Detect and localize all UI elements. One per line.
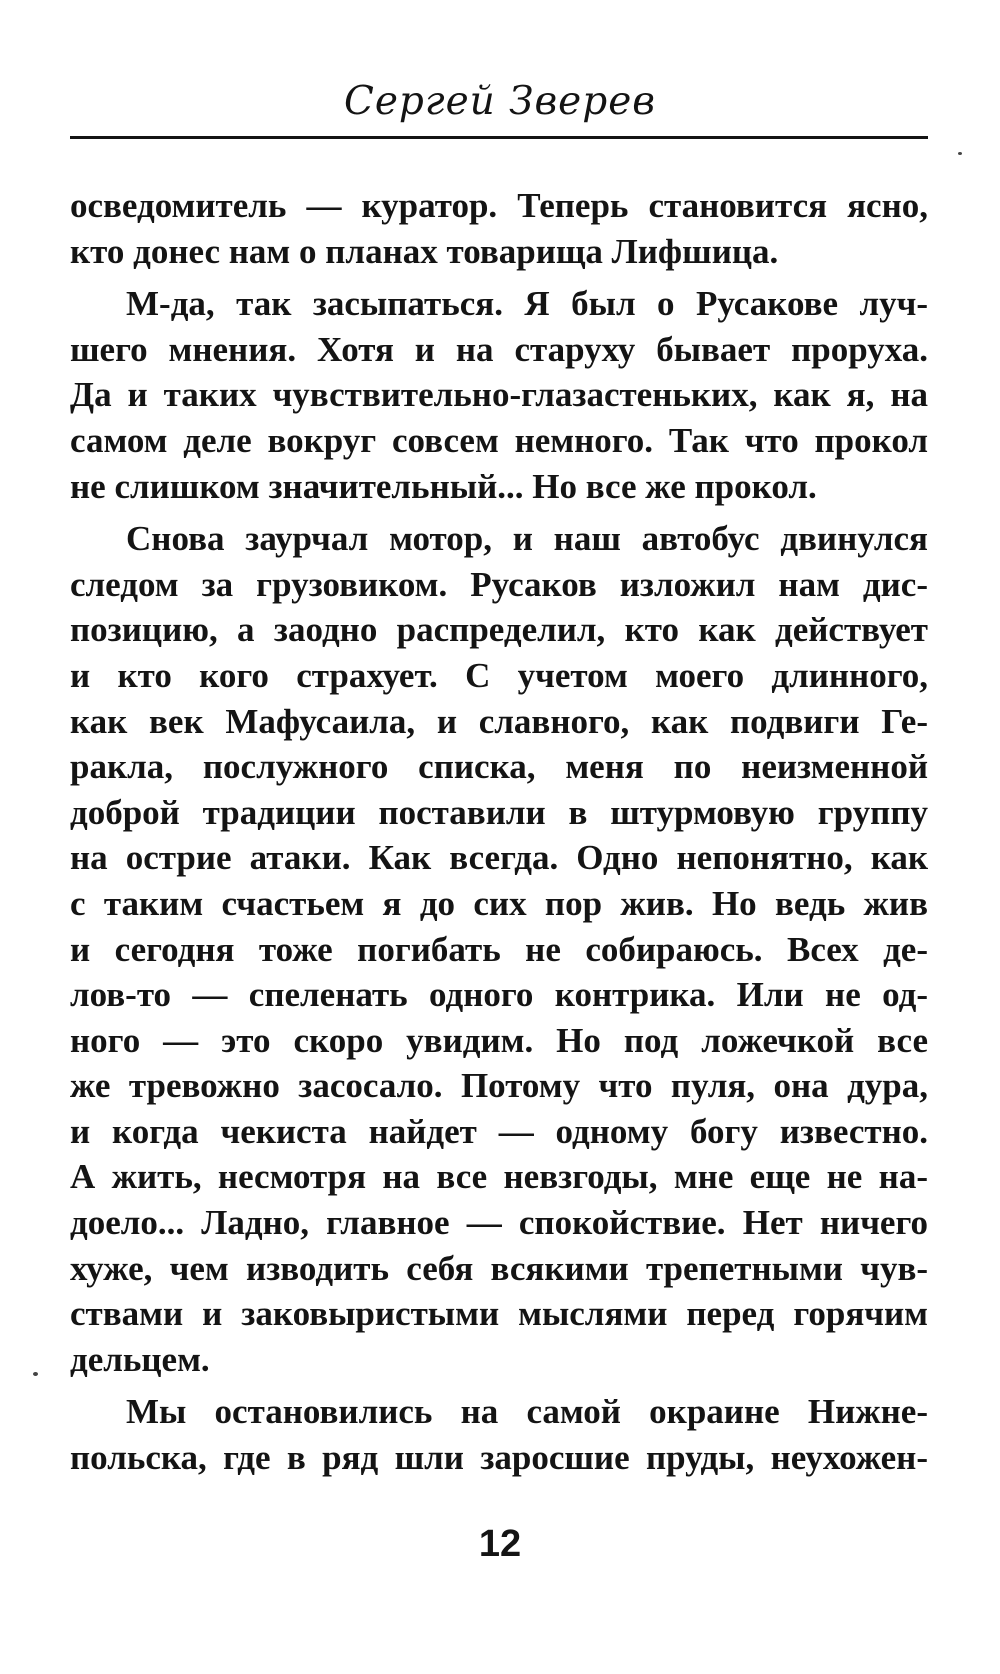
text-line: позицию, а заодно распределил, кто как действует bbox=[70, 610, 928, 650]
text-line: как век Мафусаила, и славного, как подвиги Ге- bbox=[70, 701, 928, 741]
text-line: польска, где в ряд шли заросшие пруды, неухожен- bbox=[70, 1438, 928, 1478]
text-line: же тревожно засосало. Потому что пуля, она дура, bbox=[70, 1066, 928, 1106]
text-line: самом деле вокруг совсем немного. Так что прокол bbox=[70, 420, 928, 460]
text-line: с таким счастьем я до сих пор жив. Но ведь жив bbox=[70, 883, 928, 923]
text-line: шего мнения. Хотя и на старуху бывает проруха. bbox=[70, 329, 928, 369]
text-line: кто донес нам о планах товарища Лифшица. bbox=[70, 231, 779, 271]
paragraph bbox=[70, 1389, 928, 1480]
text-line: и сегодня тоже погибать не собираюсь. Всех де- bbox=[70, 929, 928, 969]
text-line: ракла, послужного списка, меня по неизменной bbox=[70, 747, 928, 787]
text-line: ного — это скоро увидим. Но под ложечкой все bbox=[70, 1020, 928, 1060]
text-line: А жить, несмотря на все невзгоды, мне еще не на- bbox=[70, 1157, 928, 1197]
text-line: хуже, чем изводить себя всякими трепетными чув- bbox=[70, 1248, 928, 1288]
text-line: Мы остановились на самой окраине Нижне- bbox=[126, 1392, 928, 1432]
paragraph bbox=[70, 516, 928, 1382]
print-speck bbox=[33, 1372, 38, 1376]
body-text bbox=[70, 183, 928, 1481]
header-rule bbox=[70, 136, 928, 139]
text-line: доело... Ладно, главное — спокойствие. Нет ничего bbox=[70, 1203, 928, 1243]
text-line: осведомитель — куратор. Теперь становится ясно, bbox=[70, 186, 928, 225]
text-line: доброй традиции поставили в штурмовую группу bbox=[70, 792, 928, 832]
text-line: и кто кого страхует. С учетом моего длинного, bbox=[70, 655, 928, 695]
paragraph bbox=[70, 281, 928, 509]
paragraph bbox=[70, 183, 928, 274]
text-line: ствами и заковыристыми мыслями перед горячим bbox=[70, 1294, 928, 1334]
text-line: М-да, так засыпаться. Я был о Русакове луч- bbox=[126, 284, 928, 324]
text-line: Снова заурчал мотор, и наш автобус двинулся bbox=[126, 519, 928, 559]
text-line: Да и таких чувствительно-глазастеньких, как я, на bbox=[70, 375, 928, 415]
print-speck bbox=[958, 152, 962, 155]
text-line: лов-то — спеленать одного контрика. Или не од- bbox=[70, 975, 928, 1015]
running-head-author: Сергей Зверев bbox=[343, 79, 656, 124]
text-line: дельцем. bbox=[70, 1339, 210, 1379]
page-number: 12 bbox=[478, 1523, 522, 1565]
text-line: следом за грузовиком. Русаков изложил нам дис- bbox=[70, 564, 928, 604]
text-line: и когда чекиста найдет — одному богу известно. bbox=[70, 1111, 928, 1151]
text-line: на острие атаки. Как всегда. Одно непонятно, как bbox=[70, 838, 928, 878]
text-line: не слишком значительный... Но все же прокол. bbox=[70, 466, 817, 506]
